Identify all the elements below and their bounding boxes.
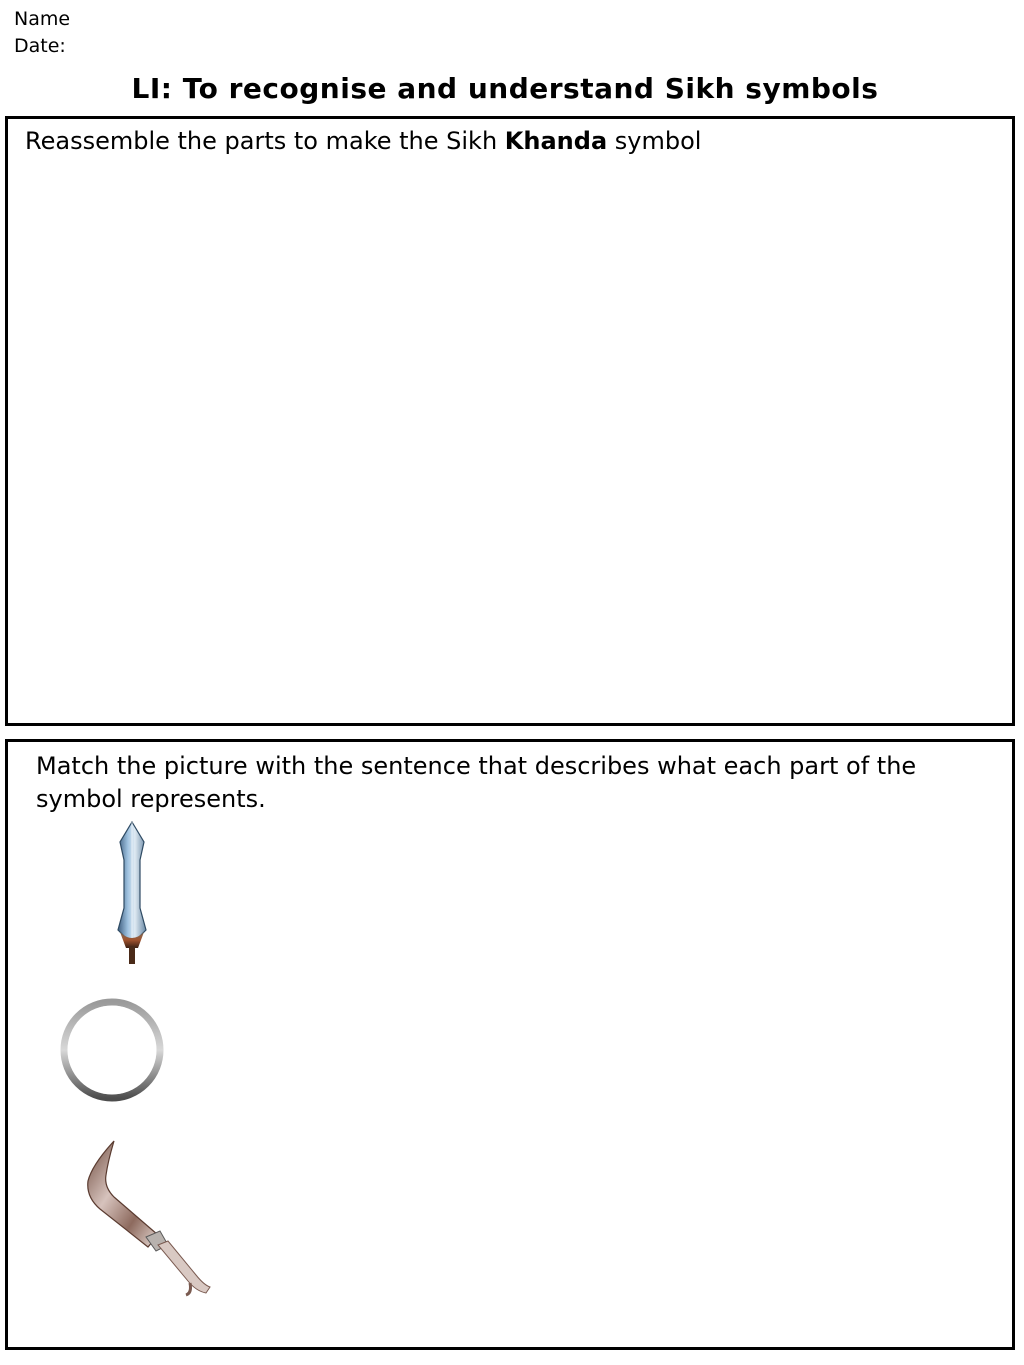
assemble-area: [5, 116, 1015, 726]
assemble-instruction-start: Reassemble the parts to make the Sikh: [25, 127, 505, 155]
curved-dagger-icon[interactable]: [78, 1137, 218, 1306]
match-instruction: Match the picture with the sentence that describes what each part of the symbol represents.: [36, 752, 917, 813]
page-title: LI: To recognise and understand Sikh symbols: [131, 72, 879, 105]
khanda-word: Khanda: [504, 127, 608, 155]
name-label: Name: [14, 8, 71, 30]
steel-ring-icon[interactable]: [52, 990, 172, 1114]
double-edged-sword-icon[interactable]: [102, 820, 162, 974]
date-label: Date:: [14, 35, 66, 57]
assemble-instruction: [25, 127, 701, 155]
header-fields: [14, 6, 70, 60]
assemble-instruction-end: symbol: [607, 127, 702, 155]
match-area: [5, 739, 1015, 1350]
